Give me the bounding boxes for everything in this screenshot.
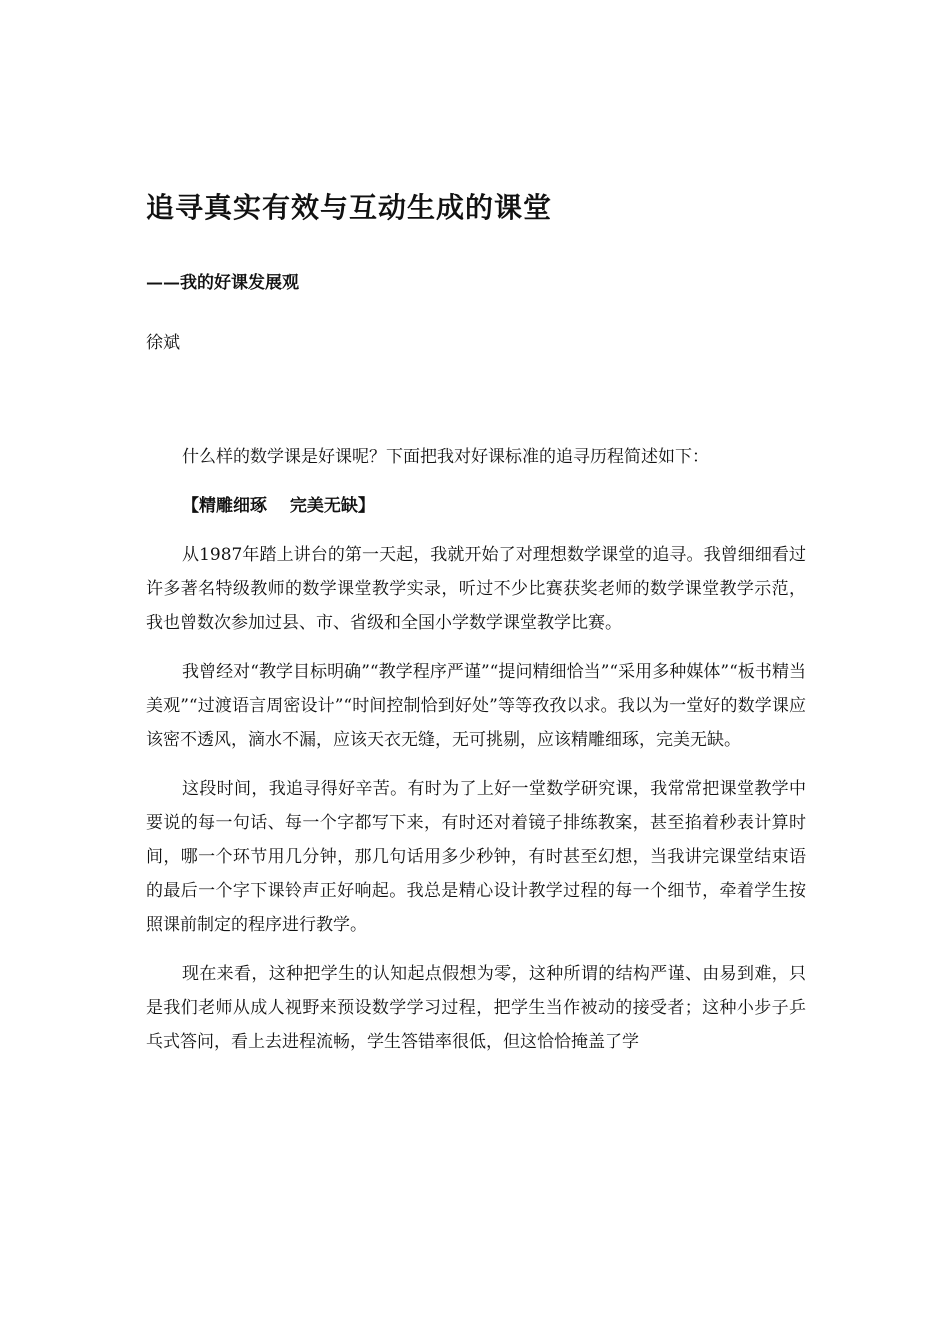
body-paragraph: 我曾经对“教学目标明确”“教学程序严谨”“提问精细恰当”“采用多种媒体”“板书精当美观”“过渡语言周密设计”“时间控制恰到好处”等等孜孜以求。我以为一堂好的数学课应该密不透风，滴水不漏，应该天衣无缝，无可挑剔，应该精雕细琢，完美无缺。 bbox=[146, 662, 806, 750]
document-subtitle: ——我的好课发展观 bbox=[146, 273, 299, 293]
document-title: 追寻真实有效与互动生成的课堂 bbox=[146, 191, 553, 224]
body-paragraph: 从1987年踏上讲台的第一天起，我就开始了对理想数学课堂的追寻。我曾细细看过许多著名特级教师的数学课堂教学实录，听过不少比赛获奖老师的数学课堂教学示范，我也曾数次参加过县、市、省级和全国小学数学课堂教学比赛。 bbox=[146, 545, 806, 633]
intro-paragraph: 什么样的数学课是好课呢？下面把我对好课标准的追寻历程简述如下： bbox=[182, 447, 709, 467]
body-paragraph: 现在来看，这种把学生的认知起点假想为零，这种所谓的结构严谨、由易到难，只是我们老师从成人视野来预设数学学习过程，把学生当作被动的接受者；这种小步子乒乓式答问，看上去进程流畅，学生答错率很低，但这恰恰掩盖了学 bbox=[146, 964, 806, 1052]
body-paragraph: 这段时间，我追寻得好辛苦。有时为了上好一堂数学研究课，我常常把课堂教学中要说的每一句话、每一个字都写下来，有时还对着镜子排练教案，甚至掐着秒表计算时间，哪一个环节用几分钟，那几句话用多少秒钟，有时甚至幻想，当我讲完课堂结束语的最后一个字下课铃声正好响起。我总是精心设计教学过程的每一个细节，牵着学生按照课前制定的程序进行教学。 bbox=[146, 779, 806, 935]
document-body bbox=[146, 440, 806, 1074]
document-author: 徐斌 bbox=[146, 333, 180, 353]
section-heading: 【精雕细琢 完美无缺】 bbox=[182, 496, 375, 516]
